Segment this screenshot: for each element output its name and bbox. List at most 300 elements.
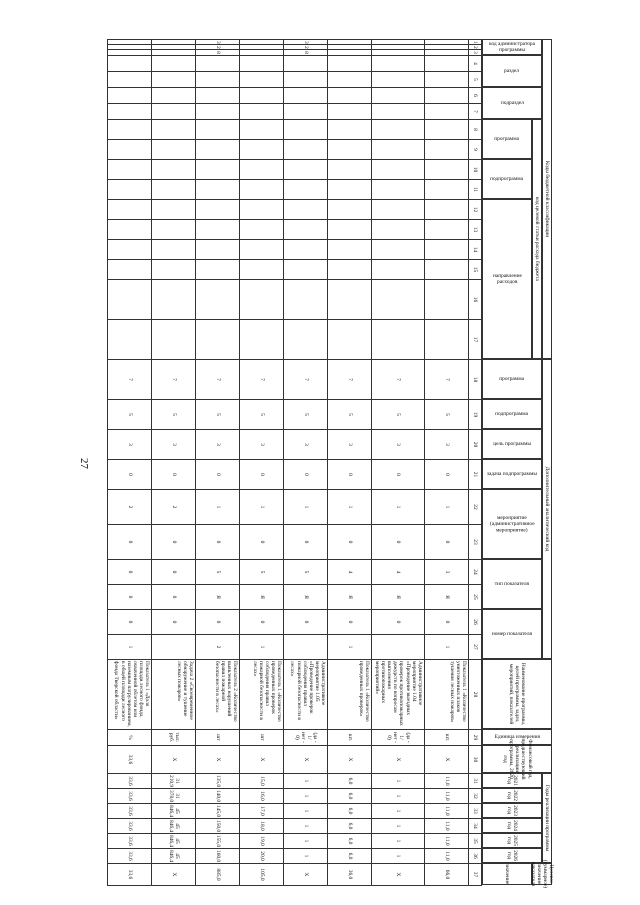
row-year-value: 155,0 (196, 834, 240, 849)
column-number: 9 (469, 140, 482, 160)
code-cell: 0 (328, 460, 372, 490)
code-cell: 3 (284, 40, 328, 45)
code-cell (240, 104, 284, 120)
table-row (152, 40, 196, 886)
row-year-value: 17,0 (240, 804, 284, 819)
code-cell (425, 280, 469, 320)
code-cell (108, 240, 152, 260)
header-2024: 2024 год (482, 818, 542, 833)
code-cell (372, 200, 425, 220)
row-year-value: 1 (284, 804, 328, 819)
code-cell (425, 200, 469, 220)
data-table (107, 39, 482, 886)
code-cell (196, 72, 240, 88)
column-number: 1 (469, 40, 482, 45)
code-cell (108, 200, 152, 220)
code-cell (108, 280, 152, 320)
code-cell: 0 (108, 585, 152, 610)
row-unit: шт. (425, 730, 469, 746)
code-cell (284, 180, 328, 200)
row-unit: (да - 1/ нет - 0) (372, 730, 425, 746)
code-cell (108, 88, 152, 104)
code-cell (372, 320, 425, 360)
code-cell: 0 (284, 525, 328, 560)
column-number: 27 (469, 635, 482, 660)
row-year-value: 1 (372, 804, 425, 819)
code-cell: 7 (108, 360, 152, 400)
row-fin-2020: Х (425, 746, 469, 774)
row-fin-2020: Х (240, 746, 284, 774)
code-cell (108, 160, 152, 180)
row-year-value: 20,0 (240, 849, 284, 864)
column-number: 30 (469, 746, 482, 774)
code-cell: 3 (425, 430, 469, 460)
code-cell (372, 72, 425, 88)
column-number: 35 (469, 834, 482, 849)
code-cell (196, 160, 240, 180)
code-cell (196, 200, 240, 220)
code-cell (372, 260, 425, 280)
row-year-value: 33,6 (108, 804, 152, 819)
row-year-value: 160,0 (196, 849, 240, 864)
code-cell: 2 (108, 490, 152, 525)
header-section: раздел (482, 55, 542, 87)
row-year-value: 16,0 (240, 789, 284, 804)
row-name: Показатель 1 «Количество проведенных проверок» (328, 660, 372, 730)
code-cell (372, 56, 425, 72)
code-cell (240, 220, 284, 240)
table-row (196, 40, 240, 886)
header-name: Наименование программы, целей программы, задач, мероприятий, показателей (482, 659, 552, 729)
code-cell (328, 140, 372, 160)
code-cell (196, 280, 240, 320)
code-cell (152, 88, 196, 104)
code-cell: 1 (240, 635, 284, 660)
column-number: 25 (469, 585, 482, 610)
column-number: 32 (469, 789, 482, 804)
code-cell: Я (240, 585, 284, 610)
code-cell (425, 88, 469, 104)
code-cell (284, 120, 328, 140)
column-number: 15 (469, 260, 482, 280)
code-cell (328, 260, 372, 280)
column-number: 29 (469, 730, 482, 746)
code-cell: 0 (196, 525, 240, 560)
code-cell (196, 220, 240, 240)
code-cell: 3 (196, 430, 240, 460)
code-cell (328, 280, 372, 320)
row-name: Показатель 2 «Количество выявленных нарушений правил пожарной безопасности в лесах» (196, 660, 240, 730)
code-cell: Я (196, 585, 240, 610)
row-year-value: 1 (372, 834, 425, 849)
row-fin-2020: Х (284, 746, 328, 774)
row-target: 33,6 (108, 864, 152, 886)
row-target: 885,0 (196, 864, 240, 886)
code-cell (152, 220, 196, 240)
column-number: 12 (469, 200, 482, 220)
code-cell: 0 (152, 560, 196, 585)
row-year-value: 6,0 (328, 849, 372, 864)
row-target: Х (372, 864, 425, 886)
code-cell (425, 160, 469, 180)
column-number: 23 (469, 525, 482, 560)
code-cell: 0 (152, 610, 196, 635)
code-cell: 5 (152, 400, 196, 430)
code-cell: 5 (196, 400, 240, 430)
row-unit: тыс. руб. (152, 730, 196, 746)
code-cell: 0 (425, 460, 469, 490)
column-number: 7 (469, 104, 482, 120)
code-cell: 0 (372, 460, 425, 490)
code-cell: 0 (240, 525, 284, 560)
column-number: 36 (469, 849, 482, 864)
code-cell (425, 220, 469, 240)
row-year-value: 33,6 (108, 819, 152, 834)
table-row (425, 40, 469, 886)
row-year-value: 6,0 (328, 834, 372, 849)
code-cell (372, 140, 425, 160)
code-cell (425, 72, 469, 88)
row-year-value: 11,0 (425, 834, 469, 849)
row-target: Х (284, 864, 328, 886)
code-cell: 5 (328, 400, 372, 430)
code-cell (108, 104, 152, 120)
code-cell (240, 240, 284, 260)
row-name: Показатель 1 «Доля площади лесного фонда, охваченной облетом или наземным патрулированием, в общей площади лесного фонда Тверской области» (108, 660, 152, 730)
header-a-indicator-type: тип показателя (482, 559, 542, 609)
table-row (284, 40, 328, 886)
code-cell (240, 120, 284, 140)
row-year-value: 45 846,4 (152, 819, 196, 834)
code-cell (372, 180, 425, 200)
header-a-task-subprogram: задача подпрограммы (482, 459, 542, 489)
code-cell: 7 (372, 360, 425, 400)
code-cell (196, 56, 240, 72)
header-target: Целевое (суммарное) значение показателя (529, 859, 555, 889)
code-cell (108, 220, 152, 240)
code-cell: 5 (196, 560, 240, 585)
code-cell: 1 (372, 490, 425, 525)
code-cell: 0 (196, 460, 240, 490)
code-cell (328, 320, 372, 360)
row-year-value: 6,0 (328, 804, 372, 819)
code-cell (372, 240, 425, 260)
row-year-value: 1 (372, 789, 425, 804)
code-cell (240, 200, 284, 220)
header-budget-codes: Коды бюджетной классификации (542, 39, 552, 359)
column-number: 3 (469, 50, 482, 56)
code-cell (196, 88, 240, 104)
code-cell (284, 72, 328, 88)
code-cell (425, 104, 469, 120)
row-year-value: 135,0 (196, 774, 240, 789)
code-cell: 5 (284, 560, 328, 585)
column-number: 37 (469, 864, 482, 886)
row-fin-2020: Х (372, 746, 425, 774)
header-2021: 2021 год (482, 773, 542, 788)
code-cell (152, 140, 196, 160)
row-year-value: 18,0 (240, 819, 284, 834)
header-fin-2020: Финансовый год, предшествующий реализации программы, 2020 год (482, 745, 552, 773)
code-cell (240, 180, 284, 200)
code-cell: 7 (328, 360, 372, 400)
code-cell: 0 (425, 525, 469, 560)
code-cell: 5 (284, 400, 328, 430)
column-number: 33 (469, 804, 482, 819)
column-number: 21 (469, 460, 482, 490)
code-cell (240, 140, 284, 160)
row-name: Задача 2 «Своевременное обнаружение и тушение лесных пожаров» (152, 660, 196, 730)
code-cell (240, 160, 284, 180)
header-a-task-program: цель программы (482, 429, 542, 459)
row-year-value: 1 (372, 819, 425, 834)
row-year-value: 1 (284, 849, 328, 864)
header-2026: 2026 год (482, 848, 542, 863)
row-unit: шт. (328, 730, 372, 746)
code-cell (425, 56, 469, 72)
code-cell: 0 (372, 610, 425, 635)
code-cell: 3 (108, 430, 152, 460)
row-year-value: 33,6 (108, 834, 152, 849)
code-cell (284, 635, 328, 660)
code-cell (152, 120, 196, 140)
code-cell: 0 (152, 585, 196, 610)
code-cell: 5 (425, 400, 469, 430)
code-cell: 3 (425, 560, 469, 585)
header-subsection: подраздел (482, 87, 542, 119)
row-year-value: 1 (284, 789, 328, 804)
code-cell: 0 (108, 460, 152, 490)
header-a-indicator-num: номер показателя (482, 609, 542, 659)
code-cell (328, 240, 372, 260)
row-unit: (да - 1/ нет - 0) (284, 730, 328, 746)
column-number: 4 (469, 56, 482, 72)
code-cell: 0 (196, 610, 240, 635)
code-cell (328, 56, 372, 72)
code-cell: 0 (108, 560, 152, 585)
code-cell (284, 160, 328, 180)
row-year-value: 33,6 (108, 789, 152, 804)
header-2025: 2025 год (482, 833, 542, 848)
code-cell: Я (425, 585, 469, 610)
row-year-value: 1 (284, 834, 328, 849)
row-name: Административное мероприятие 1.05 «Проведение проверок соблюдения правил пожарной безопасности в лесах» (284, 660, 328, 730)
code-cell (196, 140, 240, 160)
row-year-value: 11,0 (425, 804, 469, 819)
code-cell (152, 160, 196, 180)
column-number: 13 (469, 220, 482, 240)
code-cell: 1 (108, 635, 152, 660)
row-year-value: 11,0 (425, 789, 469, 804)
code-cell (372, 280, 425, 320)
row-fin-2020: Х (196, 746, 240, 774)
code-cell: 7 (196, 360, 240, 400)
row-year-value: 150,0 (196, 819, 240, 834)
code-cell: 7 (152, 360, 196, 400)
row-target: 36,0 (328, 864, 372, 886)
code-cell (240, 72, 284, 88)
code-cell (196, 320, 240, 360)
code-cell (372, 160, 425, 180)
code-cell: 7 (240, 360, 284, 400)
column-number: 31 (469, 774, 482, 789)
row-year-value: 19,0 (240, 834, 284, 849)
code-cell (108, 180, 152, 200)
column-number: 11 (469, 180, 482, 200)
row-unit: % (108, 730, 152, 746)
code-cell: 0 (425, 610, 469, 635)
row-name: Показатель 1 «Количество уничтоженных плаков тушения лесных пожаров» (425, 660, 469, 730)
column-number: 17 (469, 320, 482, 360)
code-cell (284, 220, 328, 240)
row-year-value: 140,0 (196, 789, 240, 804)
row-year-value: 6,0 (328, 774, 372, 789)
table-row (108, 40, 152, 886)
code-cell: 0 (108, 610, 152, 635)
code-cell (152, 180, 196, 200)
code-cell (284, 280, 328, 320)
table-body (108, 40, 482, 886)
row-year-value: 11,0 (425, 849, 469, 864)
column-number: 6 (469, 88, 482, 104)
row-year-value: 11,0 (425, 819, 469, 834)
code-cell: 3 (196, 40, 240, 45)
code-cell (284, 200, 328, 220)
rotated-table (113, 39, 555, 889)
code-cell: 0 (328, 525, 372, 560)
code-cell (108, 72, 152, 88)
column-number-row (469, 40, 482, 886)
code-cell (284, 104, 328, 120)
row-year-value: 31 210,9 (152, 774, 196, 789)
code-cell: 4 (372, 560, 425, 585)
row-year-value: 145,0 (196, 804, 240, 819)
row-year-value: 31 378,0 (152, 789, 196, 804)
header-unit: Единица измерения (482, 729, 552, 745)
code-cell: 1 (425, 635, 469, 660)
code-cell (240, 56, 284, 72)
row-year-value: 1 (284, 819, 328, 834)
code-cell: 7 (425, 360, 469, 400)
code-cell: 4 (328, 560, 372, 585)
code-cell: 1 (328, 490, 372, 525)
code-cell (328, 160, 372, 180)
row-year-value: 45 846,4 (152, 804, 196, 819)
code-cell (196, 240, 240, 260)
code-cell (372, 220, 425, 240)
code-cell (240, 320, 284, 360)
code-cell: 5 (240, 400, 284, 430)
column-number: 5 (469, 72, 482, 88)
column-number: 24 (469, 560, 482, 585)
header-a-measure: мероприятие (административное мероприятие) (482, 489, 542, 559)
code-cell: 3 (372, 430, 425, 460)
row-year-value: 6,0 (328, 819, 372, 834)
code-cell: 3 (152, 430, 196, 460)
code-cell: 1 (240, 490, 284, 525)
row-year-value: 33,6 (108, 774, 152, 789)
code-cell (425, 320, 469, 360)
code-cell (108, 260, 152, 280)
code-cell (284, 260, 328, 280)
header-years: Годы реализации программы (542, 773, 552, 863)
code-cell (328, 180, 372, 200)
column-number: 19 (469, 400, 482, 430)
row-year-value: 1 (284, 774, 328, 789)
code-cell: 0 (284, 460, 328, 490)
column-number: 28 (469, 660, 482, 730)
code-cell (152, 240, 196, 260)
code-cell (328, 88, 372, 104)
code-cell (328, 200, 372, 220)
row-year-value: 6,0 (328, 789, 372, 804)
row-target: Х (152, 864, 196, 886)
row-year-value: 1 (372, 849, 425, 864)
code-cell: 2 (196, 635, 240, 660)
header-admin-code: код администратора программы (482, 39, 542, 55)
column-number: 14 (469, 240, 482, 260)
code-cell (108, 320, 152, 360)
column-number: 8 (469, 120, 482, 140)
code-cell (196, 104, 240, 120)
code-cell: Я (284, 585, 328, 610)
code-cell (425, 260, 469, 280)
code-cell (240, 260, 284, 280)
row-year-value: 11,0 (425, 774, 469, 789)
code-cell (284, 240, 328, 260)
code-cell (284, 140, 328, 160)
row-fin-2020: 33,6 (108, 746, 152, 774)
column-number: 20 (469, 430, 482, 460)
code-cell (152, 56, 196, 72)
code-cell: 1 (196, 490, 240, 525)
header-subprogram: подпрограмма (482, 159, 532, 199)
table-row (372, 40, 425, 886)
header-analytic-code: Дополнительный аналитический код (542, 359, 552, 659)
row-target: 105,0 (240, 864, 284, 886)
row-year-value: 15,0 (240, 774, 284, 789)
code-cell (152, 280, 196, 320)
column-number: 34 (469, 819, 482, 834)
code-cell: 8 (196, 50, 240, 56)
code-cell (240, 88, 284, 104)
column-number: 22 (469, 490, 482, 525)
row-year-value: 45 846,4 (152, 849, 196, 864)
header-program: программа (482, 119, 532, 159)
code-cell (328, 104, 372, 120)
code-cell (108, 120, 152, 140)
table-row (240, 40, 284, 886)
code-cell: 2 (284, 45, 328, 50)
code-cell (284, 56, 328, 72)
column-number: 2 (469, 45, 482, 50)
header-value: значение (482, 863, 532, 885)
code-cell (425, 140, 469, 160)
code-cell: 0 (240, 460, 284, 490)
row-year-value: 1 (372, 774, 425, 789)
header-a-subprogram: подпрограмма (482, 399, 542, 429)
code-cell: 0 (152, 460, 196, 490)
code-cell: 5 (372, 400, 425, 430)
code-cell (328, 220, 372, 240)
row-name: Административное мероприятие 1.04 «Проведение выездных проверок противопожарных дежурств по вопросам выполнения противопожарных мероприятий» (372, 660, 425, 730)
column-number: 10 (469, 160, 482, 180)
row-fin-2020: Х (152, 746, 196, 774)
code-cell (328, 72, 372, 88)
code-cell (152, 72, 196, 88)
header-2022: 2022 год (482, 788, 542, 803)
code-cell (372, 104, 425, 120)
